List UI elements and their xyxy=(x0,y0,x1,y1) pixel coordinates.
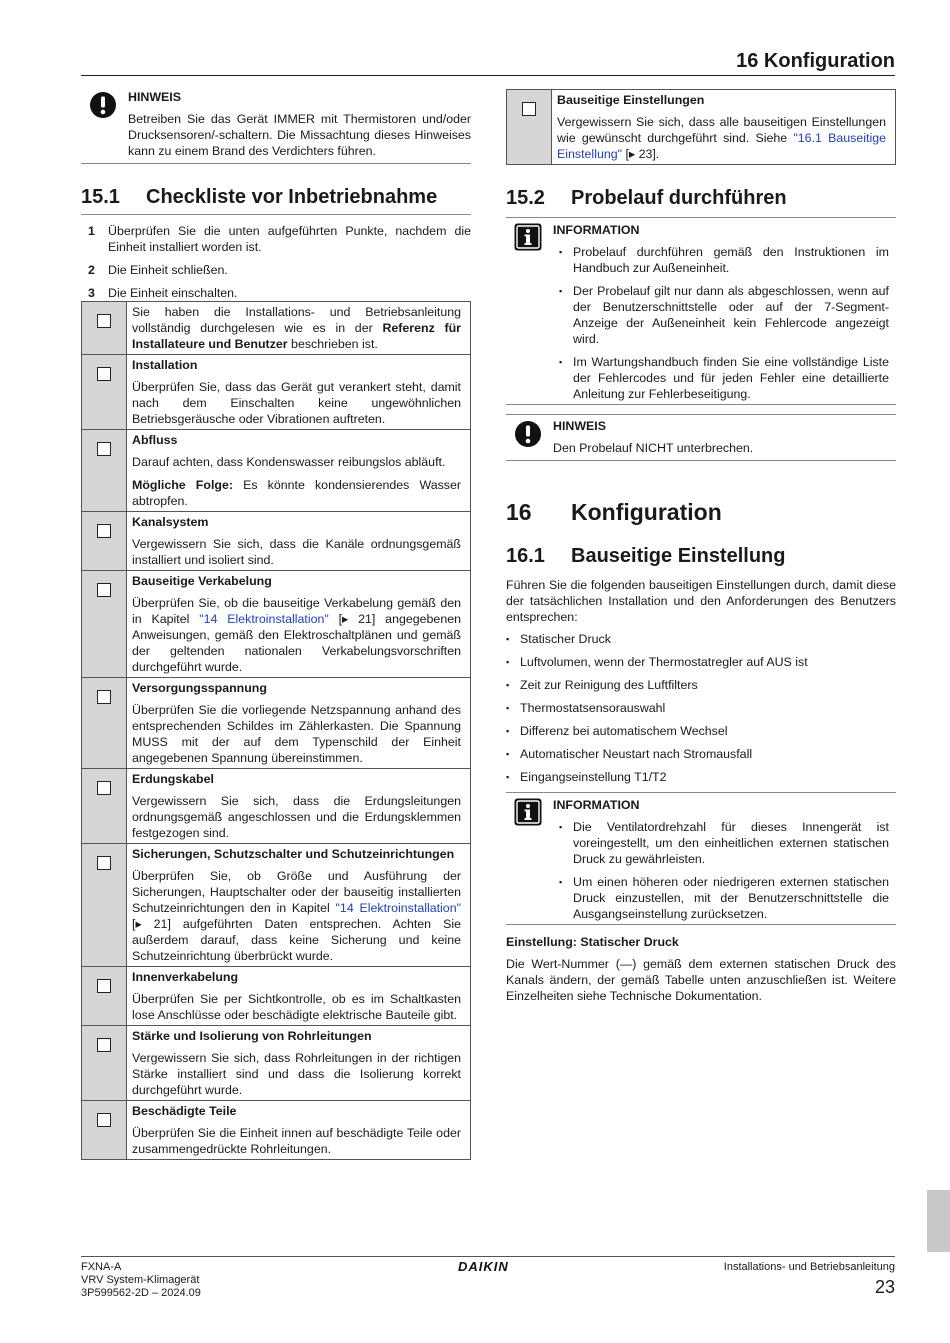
checklist-text: Überprüfen Sie die Einheit innen auf beschädigte Teile oder zusammengedrückte Rohrleitungen. xyxy=(132,1126,461,1156)
checklist-text: Überprüfen Sie per Sichtkontrolle, ob es im Schaltkasten lose Anschlüsse oder beschädigte elektrische Bauteile gibt. xyxy=(132,992,461,1022)
list-item: ▪ Eingangseinstellung T1/T2 xyxy=(506,769,896,785)
checklist-text: Vergewissern Sie sich, dass die Erdungsleitungen ordnungsgemäß angeschlossen und die Erdungsklemmen festgezogen sind. xyxy=(132,794,461,840)
step-list xyxy=(81,223,471,301)
checklist-title: Innenverkabelung xyxy=(132,970,239,984)
information-title: INFORMATION xyxy=(553,223,640,237)
list-item: ▪ Probelauf durchführen gemäß den Instruktionen im Handbuch zur Außeneinheit. xyxy=(553,244,896,276)
footer-right xyxy=(724,1261,895,1298)
checkbox-icon[interactable] xyxy=(97,314,111,328)
setting-title: Einstellung: Statischer Druck xyxy=(506,935,679,949)
checklist-text: Überprüfen Sie, ob die bauseitige Verkabelung gemäß den in Kapitel "14 Elektroinstallation" [▸ 21] angegebenen Anweisungen, gemäß den Elektroschaltplänen und gemäß der geltenden nationalen Verkabelungsvorschriften durchgeführt wurde. xyxy=(132,596,461,674)
step-item xyxy=(81,285,471,301)
checklist-text: Darauf achten, dass Kondenswasser reibungslos abläuft. xyxy=(132,455,446,469)
list-item: ▪ Statischer Druck xyxy=(506,631,896,647)
checklist-consequence: Mögliche Folge: Es könnte kondensierendes Wasser abtropfen. xyxy=(132,478,462,508)
step-item xyxy=(81,262,471,278)
checklist-title: Installation xyxy=(132,358,198,372)
list-item: ▪ Differenz bei automatischem Wechsel xyxy=(506,723,896,739)
exclamation-circle-icon xyxy=(81,89,128,159)
checklist-row xyxy=(82,1026,471,1101)
information-list xyxy=(553,819,896,922)
footer-rule xyxy=(81,1256,895,1257)
section-rule xyxy=(81,214,471,215)
section-title: Checkliste vor Inbetriebnahme xyxy=(146,186,438,208)
left-column xyxy=(81,89,471,1160)
chapter-16-heading xyxy=(506,497,896,527)
info-icon xyxy=(506,222,553,402)
checkbox-icon[interactable] xyxy=(522,102,536,116)
exclamation-circle-icon xyxy=(506,418,553,456)
checklist-text: Vergewissern Sie sich, dass alle bauseitigen Einstellungen wie gewünscht durchgeführt sind. Siehe "16.1 Bauseitige Einstellung" [▸ 23]. xyxy=(557,115,886,161)
step-text: Die Einheit schließen. xyxy=(108,263,228,277)
checklist-text: Vergewissern Sie sich, dass Rohrleitungen in der richtigen Stärke installiert sind und dass die Isolierung korrekt durchgeführt wurde. xyxy=(132,1051,461,1097)
side-tab-marker xyxy=(927,1190,950,1252)
step-number: 3 xyxy=(88,286,95,300)
checklist-title: Stärke und Isolierung von Rohrleitungen xyxy=(132,1029,372,1043)
page-number: 23 xyxy=(874,1277,895,1297)
checklist-row xyxy=(82,512,471,571)
hinweis-title: HINWEIS xyxy=(128,90,182,104)
intro-paragraph: Führen Sie die folgenden bauseitigen Einstellungen durch, damit diese der tatsächlichen Installation und den Anforderungen des Benutzers entsprechen: xyxy=(506,578,896,624)
checkbox-icon[interactable] xyxy=(97,979,111,993)
daikin-logo: DAIKIN xyxy=(458,1259,509,1274)
information-box xyxy=(506,792,896,925)
checklist-title: Bauseitige Einstellungen xyxy=(557,93,705,107)
checkbox-icon[interactable] xyxy=(97,856,111,870)
checklist-title: Versorgungsspannung xyxy=(132,681,267,695)
list-item: ▪ Im Wartungshandbuch finden Sie eine vollständige Liste der Fehlercodes und für jeden Fehler eine detaillierte Anleitung zur Fehlerbeseitigung. xyxy=(553,354,896,402)
chapter-link[interactable]: "14 Elektroinstallation" xyxy=(199,612,329,626)
checklist-row xyxy=(82,1101,471,1160)
checklist-title: Beschädigte Teile xyxy=(132,1104,237,1118)
step-text: Die Einheit einschalten. xyxy=(108,286,238,300)
settings-list xyxy=(506,631,896,785)
information-list xyxy=(553,244,896,402)
section-15-2-heading xyxy=(506,185,896,211)
section-link[interactable]: "16.1 Bauseitige Einstellung" xyxy=(557,131,886,161)
section-15-1-heading xyxy=(81,184,471,210)
checkbox-icon[interactable] xyxy=(97,1113,111,1127)
checkbox-icon[interactable] xyxy=(97,1038,111,1052)
section-number: 16.1 xyxy=(506,545,545,567)
list-item: ▪ Der Probelauf gilt nur dann als abgeschlossen, wenn auf der Benutzerschnittstelle oder auf der 7-Segment-Anzeige der Außeneinheit kein Fehlercode angezeigt wird. xyxy=(553,283,896,347)
checkbox-icon[interactable] xyxy=(97,583,111,597)
checklist-row xyxy=(82,571,471,678)
checklist-title: Abfluss xyxy=(132,433,178,447)
footer-left xyxy=(81,1261,201,1300)
checklist-text: Überprüfen Sie die vorliegende Netzspannung anhand des entsprechenden Schildes im Zählerkasten. Die Spannung MUSS mit der auf dem Typenschild der Einheit angegebenen Spannung übereinstimmen. xyxy=(132,703,461,765)
hinweis-title: HINWEIS xyxy=(553,419,607,433)
checklist-table-continued xyxy=(506,89,896,165)
list-item: ▪ Die Ventilatordrehzahl für dieses Innengerät ist voreingestellt, um den einheitlichen externen statischen Druck zu gewährleisten. xyxy=(553,819,896,867)
checklist-table xyxy=(81,301,471,1160)
checklist-row xyxy=(82,355,471,430)
hinweis-box xyxy=(81,89,471,164)
chapter-number: 16 xyxy=(506,499,532,525)
list-item: ▪ Um einen höheren oder niedrigeren externen statischen Druck einzustellen, mit der Benutzerschnittstelle die Ausgangseinstellung zurücksetzen. xyxy=(553,874,896,922)
footer-doc-number: 3P599562-2D – 2024.09 xyxy=(81,1287,201,1299)
checkbox-icon[interactable] xyxy=(97,367,111,381)
checkbox-icon[interactable] xyxy=(97,524,111,538)
information-box xyxy=(506,217,896,405)
list-item: ▪ Zeit zur Reinigung des Luftfilters xyxy=(506,677,896,693)
right-column xyxy=(506,89,896,1004)
header-rule xyxy=(81,75,895,76)
step-number: 1 xyxy=(88,224,95,238)
chapter-title: Konfiguration xyxy=(571,499,722,525)
section-number: 15.2 xyxy=(506,187,545,209)
checklist-title: Sicherungen, Schutzschalter und Schutzeinrichtungen xyxy=(132,847,455,861)
hinweis-box xyxy=(506,414,896,461)
step-text: Überprüfen Sie die unten aufgeführten Punkte, nachdem die Einheit installiert worden ist. xyxy=(108,224,471,254)
hinweis-text: Betreiben Sie das Gerät IMMER mit Thermistoren und/oder Drucksensoren/-schaltern. Die Missachtung dieses Hinweises kann zu einem Brand des Verdichters führen. xyxy=(128,112,471,158)
list-item: ▪ Luftvolumen, wenn der Thermostatregler auf AUS ist xyxy=(506,654,896,670)
section-16-1-heading xyxy=(506,543,896,569)
chapter-link[interactable]: "14 Elektroinstallation" xyxy=(335,901,461,915)
list-item: ▪ Automatischer Neustart nach Stromausfall xyxy=(506,746,896,762)
checklist-row xyxy=(82,844,471,967)
section-number: 15.1 xyxy=(81,186,120,208)
step-number: 2 xyxy=(88,263,95,277)
list-item: ▪ Thermostatsensorauswahl xyxy=(506,700,896,716)
running-header-title: 16 Konfiguration xyxy=(736,50,895,72)
checklist-title: Kanalsystem xyxy=(132,515,209,529)
checklist-title: Erdungskabel xyxy=(132,772,214,786)
footer-model: FXNA-A xyxy=(81,1261,122,1273)
footer-manual-title: Installations- und Betriebsanleitung xyxy=(723,1261,895,1273)
info-icon xyxy=(506,797,553,922)
checklist-title: Bauseitige Verkabelung xyxy=(132,574,272,588)
checklist-row xyxy=(82,769,471,844)
step-item xyxy=(81,223,471,255)
setting-text: Die Wert-Nummer (—) gemäß dem externen statischen Druck des Kanals ändern, der gemäß Tabelle unten anzuschließen ist. Weitere Einzelheiten siehe Technische Dokumentation. xyxy=(506,957,896,1003)
footer-product: VRV System-Klimagerät xyxy=(81,1274,200,1286)
section-title: Bauseitige Einstellung xyxy=(571,545,786,567)
checklist-text: Vergewissern Sie sich, dass die Kanäle ordnungsgemäß installiert und isoliert sind. xyxy=(132,537,461,567)
checklist-text: Überprüfen Sie, ob Größe und Ausführung der Sicherungen, Hauptschalter oder der bauseitig installierten Schutzeinrichtungen den in Kapitel "14 Elektroinstallation" [▸ 21] aufgeführten Daten entsprechen. Achten Sie außerdem darauf, dass keine Sicherung und keine Schutzeinrichtung überbrückt wurde. xyxy=(132,869,461,963)
information-title: INFORMATION xyxy=(553,798,640,812)
checklist-row xyxy=(82,430,471,512)
checklist-row xyxy=(82,678,471,769)
checklist-row xyxy=(82,967,471,1026)
checklist-text: Sie haben die Installations- und Betriebsanleitung vollständig durchgelesen wie es in der Referenz für Installateure und Benutzer beschrieben ist. xyxy=(127,302,471,355)
checklist-text: Überprüfen Sie, dass das Gerät gut verankert steht, damit nach dem Einschalten keine ungewöhnlichen Betriebsgeräusche oder Vibrationen auftreten. xyxy=(132,380,461,426)
checklist-row xyxy=(82,302,471,355)
checklist-row xyxy=(507,90,896,165)
section-title: Probelauf durchführen xyxy=(571,187,787,209)
hinweis-text: Den Probelauf NICHT unterbrechen. xyxy=(553,441,754,455)
checkbox-icon[interactable] xyxy=(97,690,111,704)
checkbox-icon[interactable] xyxy=(97,442,111,456)
checkbox-icon[interactable] xyxy=(97,781,111,795)
